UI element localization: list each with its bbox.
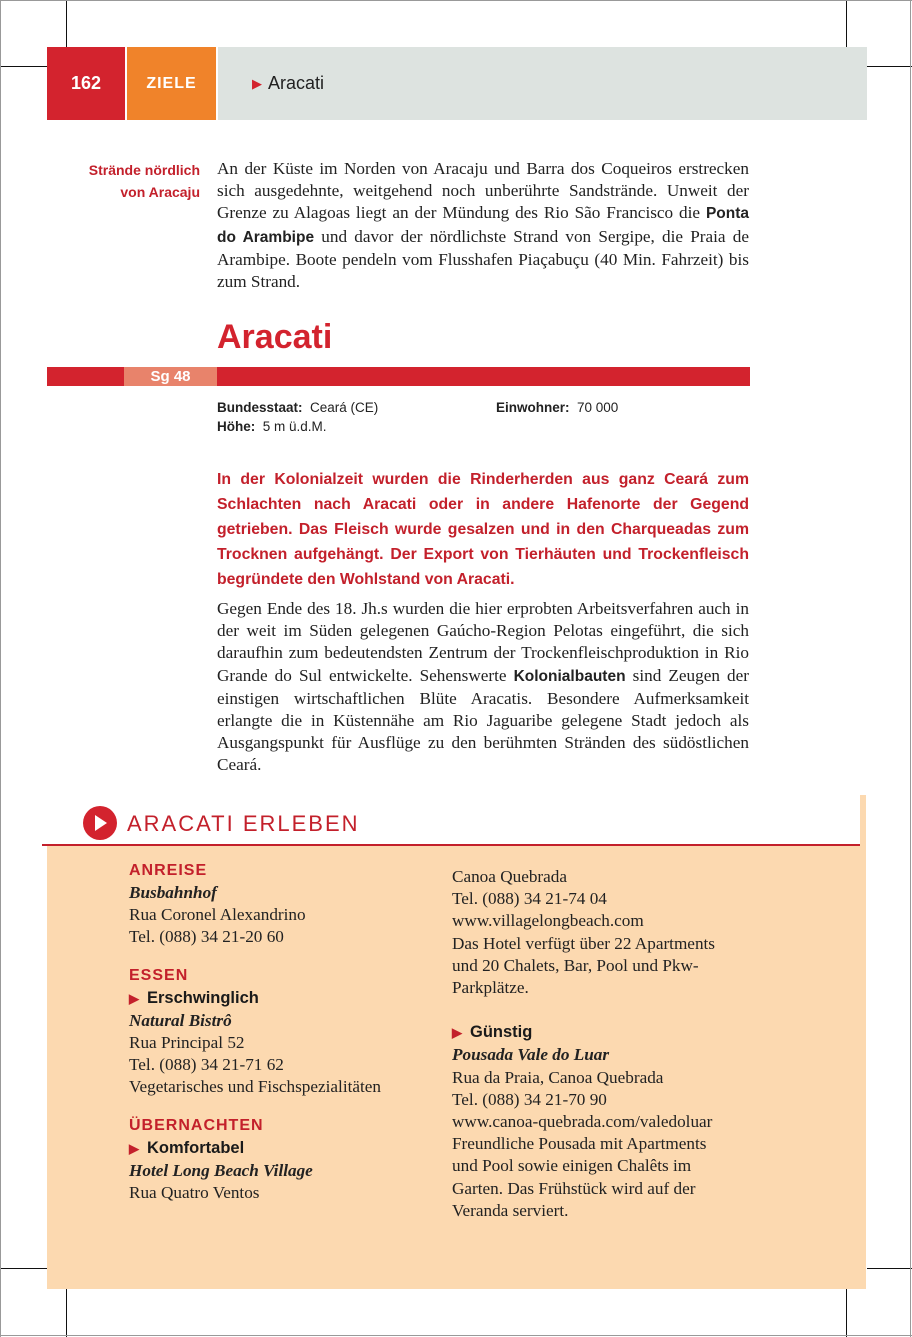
address: Rua Quatro Ventos	[129, 1183, 260, 1203]
crop-mark	[0, 1268, 47, 1269]
info-box-rule	[42, 844, 860, 846]
page-border	[0, 0, 1, 1337]
description: Vegetarisches und Fischspezialitäten	[129, 1077, 382, 1097]
fact-value: Ceará (CE)	[310, 400, 379, 415]
info-box-edge	[859, 795, 866, 1289]
page-title: Aracati	[217, 318, 333, 356]
facts-state	[217, 398, 378, 417]
map-reference: Sg 48	[124, 367, 217, 386]
text: An der Küste im Norden von Aracaju und Barra dos Coqueiros erstrecken sich ausgedehnte, weitgehend noch unberührte Sandstrände. Unweit der Grenze zu Alagoas liegt an der Mündung des Rio São Francisco die	[217, 159, 749, 223]
emphasis: Ponta do Arambipe	[217, 205, 749, 246]
phone: Tel. (088) 34 21-20 60	[129, 927, 284, 947]
crop-mark	[867, 1268, 912, 1269]
fact-label: Einwohner:	[496, 400, 570, 415]
crop-mark	[0, 66, 47, 67]
fact-value: 5 m ü.d.M.	[262, 419, 327, 434]
section-heading: ÜBERNACHTEN	[129, 1116, 264, 1134]
info-right-column	[452, 866, 762, 1222]
facts-population	[496, 398, 618, 417]
venue-name: Busbahnhof	[129, 883, 217, 902]
crop-mark	[846, 0, 847, 47]
venue-name: Natural Bistrô	[129, 1010, 232, 1030]
description: Freundliche Pousada mit Apartments	[452, 1134, 707, 1154]
venue-name: Hotel Long Beach Village	[129, 1160, 313, 1180]
triangle-right-icon: ▶	[452, 1025, 462, 1041]
facts-altitude	[217, 417, 327, 436]
town: Canoa Quebrada	[452, 867, 568, 886]
description: und 20 Chalets, Bar, Pool und Pkw-	[452, 955, 699, 975]
play-triangle-icon	[95, 815, 107, 831]
info-left-column	[129, 860, 439, 1204]
page-number: 162	[47, 47, 125, 120]
crop-mark	[66, 1289, 67, 1337]
address: Rua Principal 52	[129, 1033, 245, 1053]
phone: Tel. (088) 34 21-70 90	[452, 1089, 607, 1109]
venue-name: Pousada Vale do Luar	[452, 1045, 610, 1065]
website-link[interactable]: www.villagelongbeach.com	[452, 911, 644, 931]
phone: Tel. (088) 34 21-74 04	[452, 889, 607, 909]
triangle-right-icon: ▶	[129, 990, 139, 1006]
category-text: Erschwinglich	[147, 988, 259, 1007]
section-heading: ESSEN	[129, 966, 189, 984]
info-box-title: ARACATI ERLEBEN	[127, 811, 360, 836]
text: Gegen Ende des 18. Jh.s wurden die hier erprobten Arbeitsverfahren auch in der weit im Süden gelegenen Gaúcho-Region Pelotas eingeführt, die sich daraufhin zum bedeutendsten Zentrum der Trockenfleischproduktion in Rio Grande do Sul entwickelte. Sehenswerte	[217, 599, 749, 685]
category-text: Günstig	[470, 1023, 533, 1042]
section-label: ZIELE	[127, 47, 216, 120]
fact-value: 70 000	[577, 400, 619, 415]
category-label	[452, 1021, 762, 1044]
page-border	[0, 1335, 912, 1336]
crop-mark	[867, 66, 912, 67]
lead-paragraph: In der Kolonialzeit wurden die Rinderherden aus ganz Ceará zum Schlachten nach Aracati oder in andere Hafenorte der Gegend getrieben. Das Fleisch wurde gesalzen und in den Charqueadas zum Trocknen aufgehängt. Der Export von Tierhäuten und Trockenfleisch begründete den Wohlstand von Aracati.	[217, 471, 749, 588]
description: Das Hotel verfügt über 22 Apartments	[452, 933, 715, 953]
triangle-right-icon: ▶	[252, 75, 262, 91]
triangle-right-icon: ▶	[129, 1140, 139, 1156]
page-border	[910, 0, 911, 1337]
phone: Tel. (088) 34 21-71 62	[129, 1055, 284, 1075]
margin-note-line: von Aracaju	[120, 184, 200, 200]
body-paragraph	[217, 598, 749, 777]
breadcrumb-label: Aracati	[268, 73, 325, 93]
text: sind Zeugen der einstigen wirtschaftlichen Blüte Aracatis. Besondere Aufmerksamkeit erlangte die in Küstennähe am Rio Jaguaribe gelegene Stadt jedoch als Ausgangspunkt für Ausflüge zu den berühmten Stränden des südöstlichen Ceará.	[217, 665, 749, 775]
category-label	[129, 1137, 439, 1160]
intro-paragraph	[217, 158, 749, 293]
category-text: Komfortabel	[147, 1138, 245, 1157]
category-label	[129, 987, 439, 1010]
fact-label: Höhe:	[217, 419, 256, 434]
address: Rua da Praia, Canoa Quebrada	[452, 1067, 664, 1087]
description: Veranda serviert.	[452, 1200, 569, 1220]
margin-note-line: Strände nördlich	[88, 162, 200, 178]
website-link[interactable]: www.canoa-quebrada.com/valedoluar	[452, 1112, 713, 1132]
fact-label: Bundesstaat:	[217, 400, 303, 415]
section-heading: ANREISE	[129, 862, 208, 879]
margin-note	[60, 159, 200, 203]
crop-mark	[846, 1289, 847, 1337]
page-border	[0, 0, 912, 1]
breadcrumb	[218, 47, 867, 120]
description: Parkplätze.	[452, 978, 529, 998]
description: Garten. Das Frühstück wird auf der	[452, 1178, 696, 1198]
address: Rua Coronel Alexandrino	[129, 905, 306, 925]
emphasis: Kolonialbauten	[513, 667, 626, 685]
crop-mark	[66, 0, 67, 47]
text: und davor der nördlichste Strand von Sergipe, die Praia de Arambipe. Boote pendeln vom Flusshafen Piaçabuçu (40 Min. Fahrzeit) bis zum Strand.	[217, 226, 749, 292]
description: und Pool sowie einigen Chalêts im	[452, 1156, 692, 1176]
